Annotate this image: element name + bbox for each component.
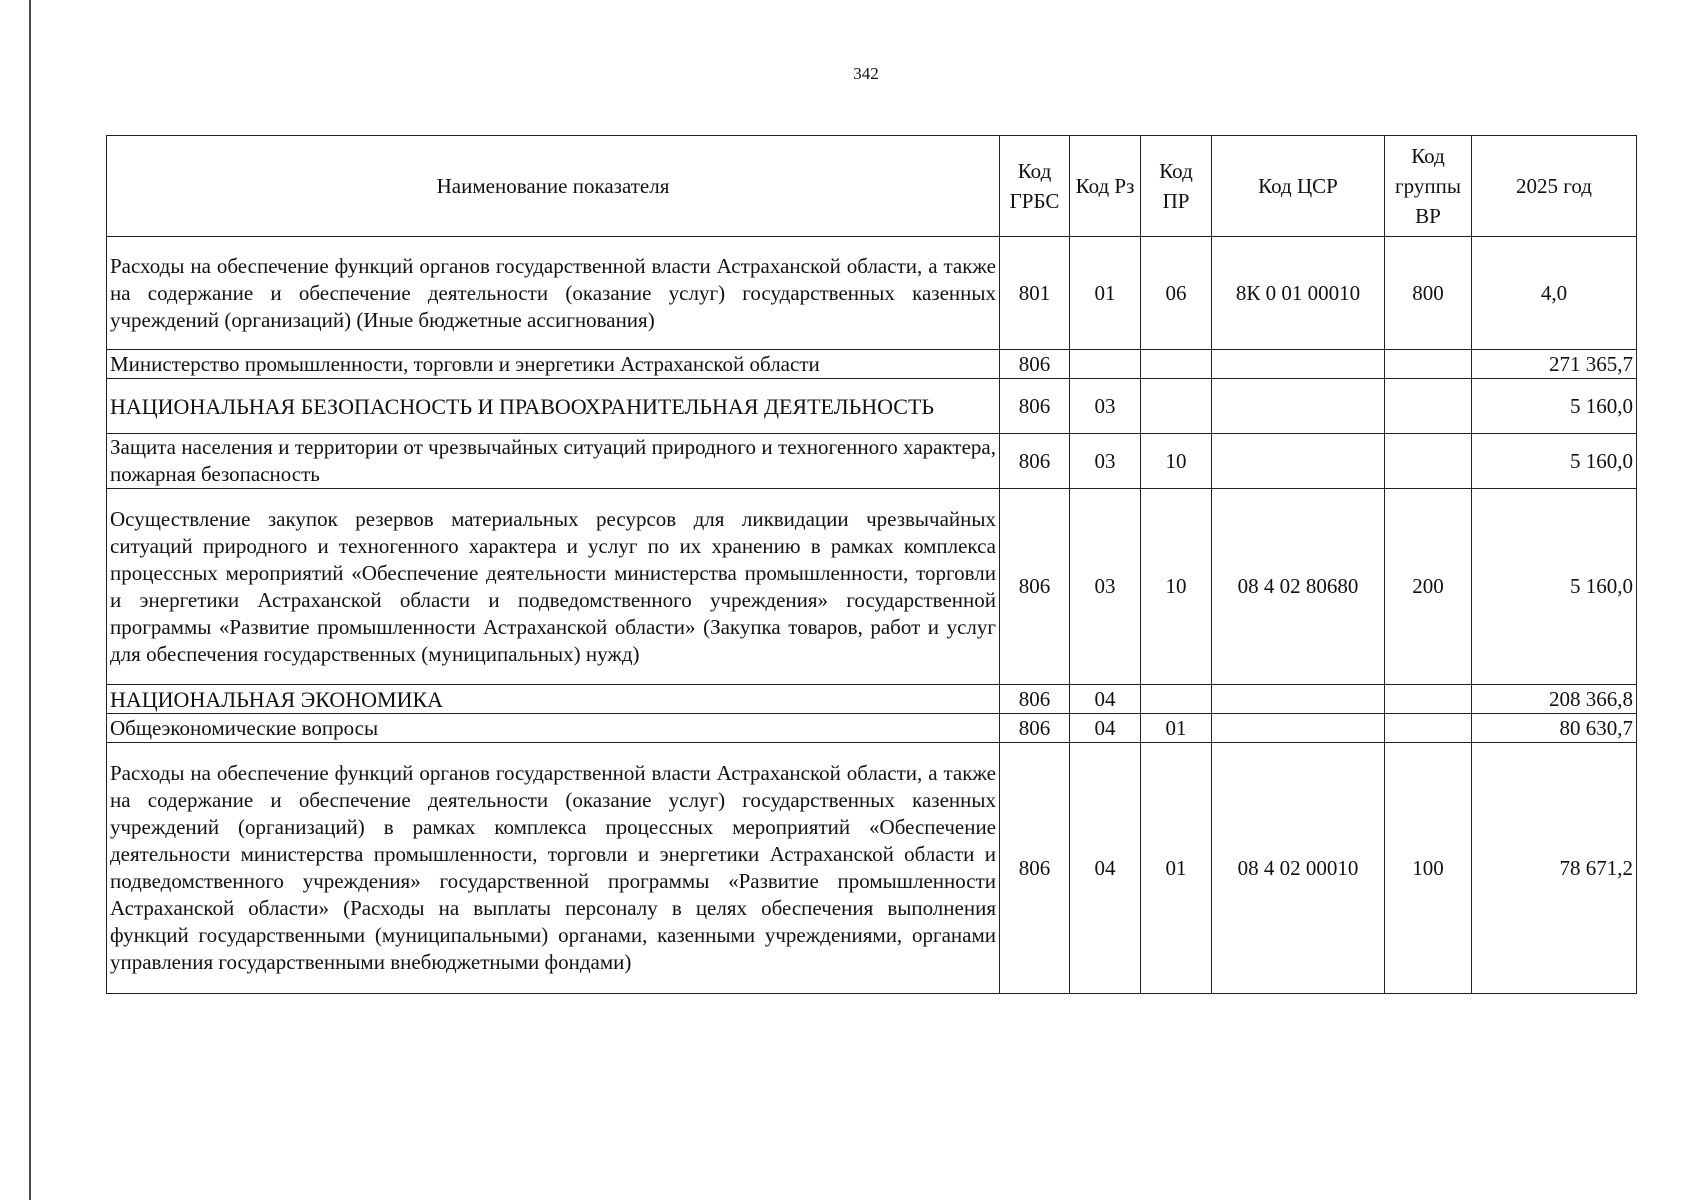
row-vr (1385, 714, 1472, 743)
row-rz (1070, 350, 1141, 379)
row-csr (1212, 714, 1385, 743)
table-row (107, 685, 1637, 714)
row-csr (1212, 434, 1385, 489)
row-grbs: 806 (1000, 714, 1070, 743)
row-csr (1212, 350, 1385, 379)
row-grbs: 806 (1000, 379, 1070, 434)
header-pr: Код ПР (1141, 136, 1212, 237)
row-amount: 5 160,0 (1472, 434, 1637, 489)
header-grbs: Код ГРБС (1000, 136, 1070, 237)
header-year: 2025 год (1472, 136, 1637, 237)
row-csr: 08 4 02 80680 (1212, 489, 1385, 685)
row-name: Общеэкономические вопросы (107, 714, 1000, 743)
row-amount: 5 160,0 (1472, 379, 1637, 434)
row-name: Расходы на обеспечение функций органов государственной власти Астраханской области, а также на содержание и обеспечение деятельности (оказание услуг) государственных казенных учреждений (организаций) (Иные бюджетные ассигнования) (107, 237, 1000, 350)
row-grbs: 806 (1000, 743, 1070, 994)
scan-edge-line (29, 0, 31, 1200)
row-rz: 04 (1070, 685, 1141, 714)
table-row (107, 743, 1637, 994)
row-vr: 200 (1385, 489, 1472, 685)
row-csr (1212, 685, 1385, 714)
row-grbs: 806 (1000, 685, 1070, 714)
row-vr (1385, 350, 1472, 379)
table-row (107, 434, 1637, 489)
row-csr: 08 4 02 00010 (1212, 743, 1385, 994)
row-vr (1385, 685, 1472, 714)
row-name: Осуществление закупок резервов материальных ресурсов для ликвидации чрезвычайных ситуаций природного и техногенного характера и услуг по их хранению в рамках комплекса процессных мероприятий «Обеспечение деятельности министерства промышленности, торговли и энергетики Астраханской области и подведомственного учреждения» государственной программы «Развитие промышленности Астраханской области» (Закупка товаров, работ и услуг для обеспечения государственных (муниципальных) нужд) (107, 489, 1000, 685)
row-rz: 03 (1070, 434, 1141, 489)
row-pr: 01 (1141, 743, 1212, 994)
row-grbs: 806 (1000, 489, 1070, 685)
header-name: Наименование показателя (107, 136, 1000, 237)
row-pr: 10 (1141, 489, 1212, 685)
row-grbs: 806 (1000, 350, 1070, 379)
row-vr (1385, 434, 1472, 489)
header-csr: Код ЦСР (1212, 136, 1385, 237)
table-header-row (107, 136, 1637, 237)
row-name: Министерство промышленности, торговли и энергетики Астраханской области (107, 350, 1000, 379)
row-rz: 04 (1070, 743, 1141, 994)
table-row (107, 237, 1637, 350)
row-name: НАЦИОНАЛЬНАЯ ЭКОНОМИКА (107, 685, 1000, 714)
table-row (107, 379, 1637, 434)
row-amount: 5 160,0 (1472, 489, 1637, 685)
row-amount: 208 366,8 (1472, 685, 1637, 714)
row-csr: 8К 0 01 00010 (1212, 237, 1385, 350)
row-grbs: 806 (1000, 434, 1070, 489)
header-vr: Код группы ВР (1385, 136, 1472, 237)
header-rz: Код Рз (1070, 136, 1141, 237)
row-csr (1212, 379, 1385, 434)
row-pr (1141, 350, 1212, 379)
table-row (107, 350, 1637, 379)
row-vr: 100 (1385, 743, 1472, 994)
row-name: Защита населения и территории от чрезвычайных ситуаций природного и техногенного характера, пожарная безопасность (107, 434, 1000, 489)
page-number: 342 (853, 64, 879, 83)
row-rz: 03 (1070, 379, 1141, 434)
row-amount: 80 630,7 (1472, 714, 1637, 743)
row-vr (1385, 379, 1472, 434)
row-name: НАЦИОНАЛЬНАЯ БЕЗОПАСНОСТЬ И ПРАВООХРАНИТЕЛЬНАЯ ДЕЯТЕЛЬНОСТЬ (107, 379, 1000, 434)
row-amount: 78 671,2 (1472, 743, 1637, 994)
budget-table (106, 135, 1637, 994)
row-rz: 03 (1070, 489, 1141, 685)
row-vr: 800 (1385, 237, 1472, 350)
row-name: Расходы на обеспечение функций органов государственной власти Астраханской области, а также на содержание и обеспечение деятельности (оказание услуг) государственных казенных учреждений (организаций) в рамках комплекса процессных мероприятий «Обеспечение деятельности министерства промышленности, торговли и энергетики Астраханской области и подведомственного учреждения» государственной программы «Развитие промышленности Астраханской области» (Расходы на выплаты персоналу в целях обеспечения выполнения функций государственными (муниципальными) органами, казенными учреждениями, органами управления государственными внебюджетными фондами) (107, 743, 1000, 994)
row-pr: 01 (1141, 714, 1212, 743)
row-amount: 271 365,7 (1472, 350, 1637, 379)
row-pr (1141, 685, 1212, 714)
table-row (107, 714, 1637, 743)
row-rz: 01 (1070, 237, 1141, 350)
row-pr: 10 (1141, 434, 1212, 489)
row-pr: 06 (1141, 237, 1212, 350)
row-pr (1141, 379, 1212, 434)
table-row (107, 489, 1637, 685)
row-amount: 4,0 (1472, 237, 1637, 350)
row-grbs: 801 (1000, 237, 1070, 350)
row-rz: 04 (1070, 714, 1141, 743)
